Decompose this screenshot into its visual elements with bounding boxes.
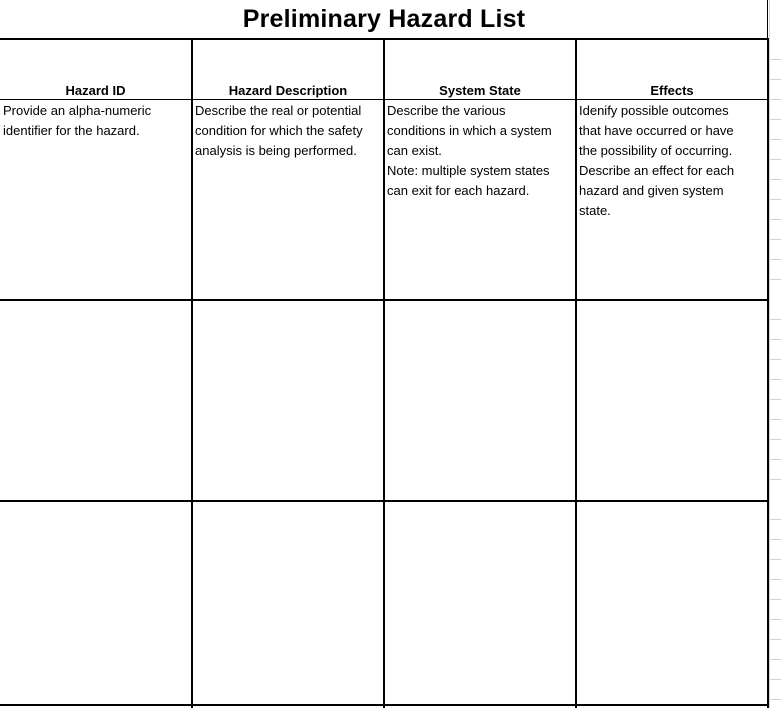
cell-text-line: Note: multiple system states (387, 163, 550, 178)
sheet-gridline (770, 399, 781, 400)
cell-text-line: analysis is being performed. (195, 143, 357, 158)
cell-text-line: Idenify possible outcomes (579, 103, 729, 118)
empty-cell-system-state[interactable] (385, 502, 575, 704)
sheet-gridline (770, 619, 781, 620)
sheet-gridline (770, 279, 781, 280)
sheet-gridline (770, 379, 781, 380)
cell-text-line: hazard and given system (579, 183, 724, 198)
sheet-gridline (770, 319, 781, 320)
sheet-gridline (770, 679, 781, 680)
table-right-border (767, 38, 769, 708)
sheet-gridline (769, 0, 770, 708)
sheet-gridline (770, 339, 781, 340)
sheet-gridline (770, 259, 781, 260)
cell-text-line: conditions in which a system (387, 123, 552, 138)
header-hazard-id[interactable]: Hazard ID (65, 83, 126, 98)
empty-cell-effects[interactable] (577, 301, 767, 500)
cell-text-line: that have occurred or have (579, 123, 734, 138)
cell-text-line: can exit for each hazard. (387, 183, 530, 198)
empty-cell-hazard-id[interactable] (0, 301, 191, 500)
sheet-gridline (770, 119, 781, 120)
empty-cell-hazard-description[interactable] (193, 502, 383, 704)
sheet-gridline (770, 639, 781, 640)
empty-cell-hazard-id[interactable] (0, 502, 191, 704)
page-title: Preliminary Hazard List (242, 5, 526, 33)
empty-cell-hazard-description[interactable] (193, 301, 383, 500)
sheet-gridline (770, 359, 781, 360)
header-hazard-description[interactable]: Hazard Description (228, 83, 348, 98)
cell-text-line: Describe the real or potential (195, 103, 362, 118)
sheet-gridline (770, 519, 781, 520)
sheet-gridline (770, 559, 781, 560)
header-effects[interactable]: Effects (650, 83, 694, 98)
title-border (767, 0, 768, 38)
cell-hazard-id-description[interactable] (1, 101, 191, 299)
sheet-gridline (770, 99, 781, 100)
cell-text-line: can exist. (387, 143, 442, 158)
sheet-gridline (770, 419, 781, 420)
header-system-state[interactable]: System State (439, 83, 521, 98)
cell-effects-description[interactable] (577, 101, 767, 299)
sheet-gridline (770, 139, 781, 140)
empty-cell-system-state[interactable] (385, 301, 575, 500)
sheet-gridline (770, 479, 781, 480)
cell-text-line: condition for which the safety (195, 123, 363, 138)
sheet-gridline (770, 699, 781, 700)
cell-text-line: identifier for the hazard. (3, 123, 140, 138)
cell-text-line: Describe an effect for each (579, 163, 735, 178)
cell-text-line: the possibility of occurring. (579, 143, 733, 158)
sheet-gridline (770, 199, 781, 200)
cell-text-line: Provide an alpha-numeric (3, 103, 152, 118)
cell-text-line: state. (579, 203, 611, 218)
sheet-gridline (770, 239, 781, 240)
sheet-gridline (770, 159, 781, 160)
sheet-gridline (770, 219, 781, 220)
sheet-gridline (770, 459, 781, 460)
sheet-gridline (770, 539, 781, 540)
cell-text-line: Describe the various (387, 103, 506, 118)
sheet-gridline (770, 179, 781, 180)
cell-hazard-description-description[interactable] (193, 101, 383, 299)
empty-cell-effects[interactable] (577, 502, 767, 704)
sheet-gridline (770, 579, 781, 580)
sheet-gridline (770, 439, 781, 440)
cell-system-state-description[interactable] (385, 101, 575, 299)
sheet-gridline (770, 59, 781, 60)
sheet-gridline (770, 599, 781, 600)
sheet-gridline (770, 79, 781, 80)
sheet-gridline (770, 659, 781, 660)
